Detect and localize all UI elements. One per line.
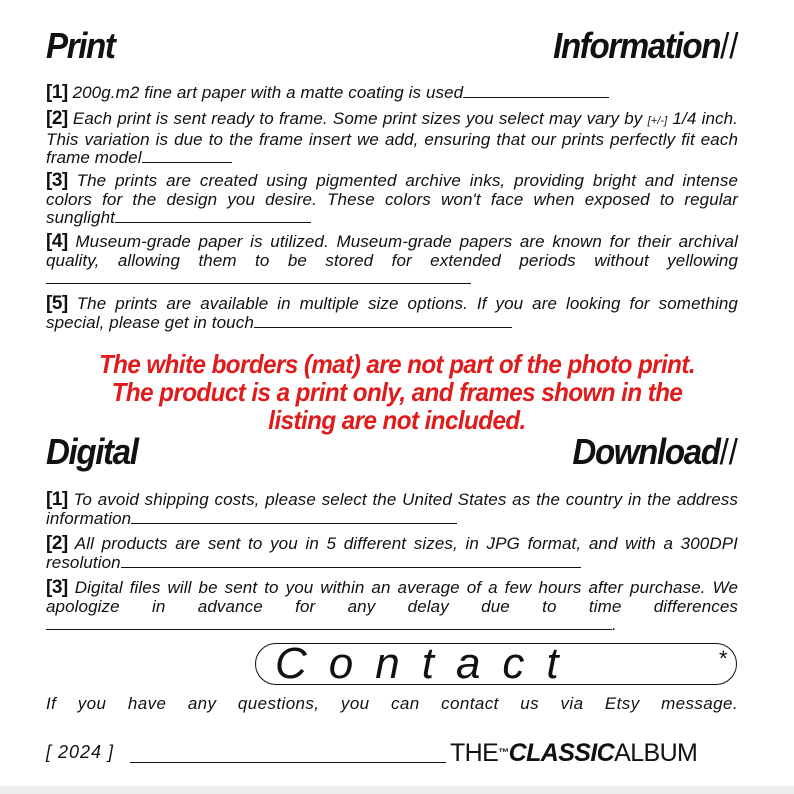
fill-line (131, 522, 457, 524)
digital-item-2-num: [2] (46, 533, 68, 554)
fill-line (142, 161, 232, 163)
digital-heading-suffix: // (719, 431, 738, 472)
fill-line (463, 96, 609, 98)
digital-item-3 (46, 579, 738, 635)
print-item-1 (46, 84, 738, 103)
fill-line (254, 326, 512, 328)
digital-heading-right (572, 431, 738, 472)
print-item-1-text: 200g.m2 fine art paper with a matte coating is used (72, 83, 464, 102)
asterisk-icon: * (719, 646, 728, 671)
print-heading-suffix: // (719, 25, 738, 66)
digital-item-2-text: All products are sent to you in 5 different sizes, in JPG format, and with a 300DPI resolution (46, 534, 738, 572)
print-item-2-tolerance: [+/-] (647, 115, 668, 127)
contact-title: Contact (275, 639, 581, 688)
fill-line (46, 628, 612, 630)
brand-the: THE (450, 739, 499, 767)
digital-heading-right-text: Download (572, 431, 720, 472)
brand-tm: ™ (498, 747, 509, 759)
fill-line (121, 566, 581, 568)
print-heading-right (552, 25, 738, 66)
notice-line-1: The white borders (mat) are not part of the photo print. (98, 349, 696, 379)
digital-item-2 (46, 535, 738, 572)
digital-item-1 (46, 491, 738, 528)
print-item-3 (46, 172, 738, 228)
print-item-4 (46, 233, 738, 289)
digital-item-1-text: To avoid shipping costs, please select the United States as the country in the address information (46, 490, 738, 528)
print-item-2-text-b: 1/4 inch. This variation is due to the frame insert we add, ensuring that our prints perfectly fit each frame model (46, 109, 738, 167)
digital-item-3-end: . (612, 615, 617, 634)
digital-item-1-num: [1] (46, 489, 68, 510)
print-item-2-text-a: Each print is sent ready to frame. Some print sizes you select may vary by (72, 109, 643, 128)
print-item-1-num: [1] (46, 82, 68, 103)
digital-heading-left: Digital (46, 431, 138, 472)
print-heading-right-text: Information (552, 25, 720, 66)
print-item-3-num: [3] (46, 170, 68, 191)
print-heading-left: Print (46, 25, 115, 66)
digital-item-3-text: Digital files will be sent to you within an average of a few hours after purchase. We apologize in advance for any delay due to time differences (46, 578, 739, 616)
print-item-5-num: [5] (46, 293, 68, 314)
footer-divider (130, 762, 446, 763)
footer-year: [ 2024 ] (46, 742, 115, 762)
print-item-2 (46, 110, 738, 168)
fill-line (46, 282, 471, 284)
contact-message: If you have any questions, you can contact us via Etsy message. (46, 694, 738, 713)
print-item-5 (46, 295, 738, 332)
print-item-2-num: [2] (46, 108, 68, 129)
brand-logo (450, 738, 697, 768)
bottom-band (0, 786, 794, 794)
notice (65, 350, 729, 434)
brand-classic: CLASSIC (508, 739, 615, 767)
brand-album: ALBUM (614, 739, 698, 767)
print-item-5-text: The prints are available in multiple size options. If you are looking for something special, please get in touch (46, 294, 738, 332)
digital-item-3-num: [3] (46, 577, 68, 598)
fill-line (115, 221, 311, 223)
print-item-4-num: [4] (46, 231, 68, 252)
notice-line-2: The product is a print only, and frames shown in the (111, 377, 683, 407)
notice-line-3: listing are not included. (268, 405, 526, 435)
print-item-4-text: Museum-grade paper is utilized. Museum-grade papers are known for their archival quality, allowing them to be stored for extended periods without yellowing (46, 232, 738, 270)
print-item-3-text: The prints are created using pigmented archive inks, providing bright and intense colors for the design you desire. These colors won't face when exposed to regular sunglight (46, 171, 738, 227)
